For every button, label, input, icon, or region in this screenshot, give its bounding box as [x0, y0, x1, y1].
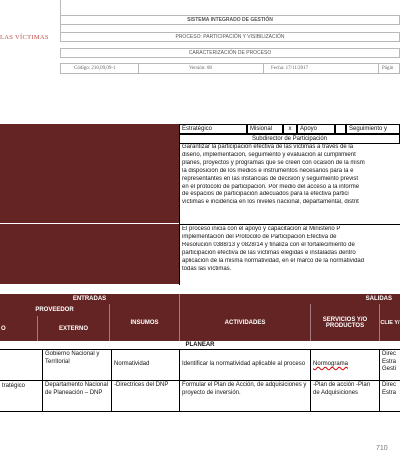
proveedor-header: PROVEEDOR: [0, 304, 110, 316]
insumo-cell: Normatividad: [112, 350, 180, 381]
objective-line: Garantizar la participación efectiva de las víctimas a través de la: [182, 144, 354, 150]
objective-line: víctimas e incidencia en los niveles nacional, departamental, distrit: [182, 199, 359, 206]
actividad-cell: Identificar la normatividad aplicable al proceso: [180, 350, 311, 381]
interno-cell: [0, 350, 43, 381]
tipo-proceso-label-cell: [0, 124, 179, 143]
subdirectorate-cell: Subdirector de Participación: [179, 134, 400, 144]
cliente-cell: Direc Estra: [380, 381, 400, 412]
scope-line: implementación del Protocolo de Participación Efectiva de: [182, 233, 337, 240]
externo-header: EXTERNO: [38, 316, 110, 341]
objective-line: de espacios de participación adecuados para la efectiva partici: [182, 191, 349, 198]
alcance-label-cell: [0, 224, 179, 284]
actividades-header: ACTIVIDADES: [180, 304, 311, 341]
salidas-header: SALIDAS: [180, 294, 400, 304]
logo: LAS VÍCTIMAS: [0, 34, 49, 41]
strategic-cell: Estratégico: [179, 124, 247, 134]
scope-line: Resolución 0388/13 y 0828/14 y finaliza con el fortalecimiento de: [182, 241, 355, 248]
insumos-header: INSUMOS: [110, 304, 180, 341]
objective-line: en el protocolo de participación. Por medio del acceso a la informe: [182, 183, 360, 190]
misional-mark: x: [283, 124, 297, 134]
monitoring-cell: Seguimiento y: [346, 124, 400, 134]
process-title: PROCESO: PARTICIPACIÓN Y VISIBILIZACIÓN: [60, 32, 400, 42]
externo-cell: Gobierno Nacional y Territorial: [43, 350, 112, 381]
support-mark: [335, 124, 346, 134]
servicios-header: SERVICIOS Y/O PRODUCTOS: [311, 304, 380, 341]
support-cell: Apoyo: [297, 124, 335, 134]
page-label: Págin: [382, 66, 394, 71]
interno-cell: tratégico: [0, 381, 43, 412]
objective-line: planes, proyectos y programas que se creen con ocasión de la mism: [182, 159, 365, 166]
scope-line: todas las víctimas.: [182, 265, 232, 272]
scope-line: participación efectiva de las víctimas elegidas e instaladas dentro: [182, 249, 356, 256]
divider: [263, 63, 264, 74]
producto-cell: -Plan de acción -Plan de Adquisiciones: [311, 381, 380, 412]
objetivo-label-cell: [0, 143, 179, 223]
divider: [138, 63, 139, 74]
misional-cell: Misional: [247, 124, 283, 134]
clientes-header: CLIE Y/: [380, 304, 400, 341]
date-label: Fecha: 17/11/2017: [271, 66, 309, 71]
actividad-cell: Formular el Plan de Acción, de adquisiciones y proyecto de inversión.: [180, 381, 311, 412]
system-title-text: SISTEMA INTEGRADO DE GESTIÓN: [187, 17, 273, 23]
document-type: CARACTERIZACIÓN DE PROCESO: [60, 48, 400, 58]
producto-cell: [311, 350, 380, 381]
phase-planear: PLANEAR: [0, 341, 400, 350]
code-label: Código: 210,09,09-1: [74, 66, 116, 71]
objective-line: la disposición de los medios e instrumentos necesarios para la e: [182, 167, 354, 174]
producto-text: Normograma: [313, 361, 349, 368]
scope-line: El proceso inicia con el apoyo y capacitación al Ministerio P: [182, 226, 341, 232]
objective-line: diseño, implementación, seguimiento y evaluación al cumplimient: [182, 151, 356, 158]
objective-line: representantes en las instancias de decisión y seguimiento previst: [182, 175, 359, 182]
divider: [179, 224, 400, 225]
entradas-header: ENTRADAS: [0, 294, 180, 304]
interno-header: O: [0, 316, 38, 341]
scope-line: aplicación de la misma normatividad, en el marco de la normatividad: [182, 257, 365, 264]
scope-text: [180, 226, 400, 284]
system-title: [60, 15, 400, 25]
version-label: Versión: 08: [189, 66, 212, 71]
divider: [179, 124, 180, 285]
insumo-cell: -Directrices del DNP: [112, 381, 180, 412]
page-number: 710: [376, 445, 388, 452]
objective-text: [180, 144, 400, 224]
divider: [378, 63, 379, 74]
cliente-cell: Direc Estra Gesti: [380, 350, 400, 381]
externo-cell: Departamento Nacional de Planeación – DNP: [43, 381, 112, 412]
